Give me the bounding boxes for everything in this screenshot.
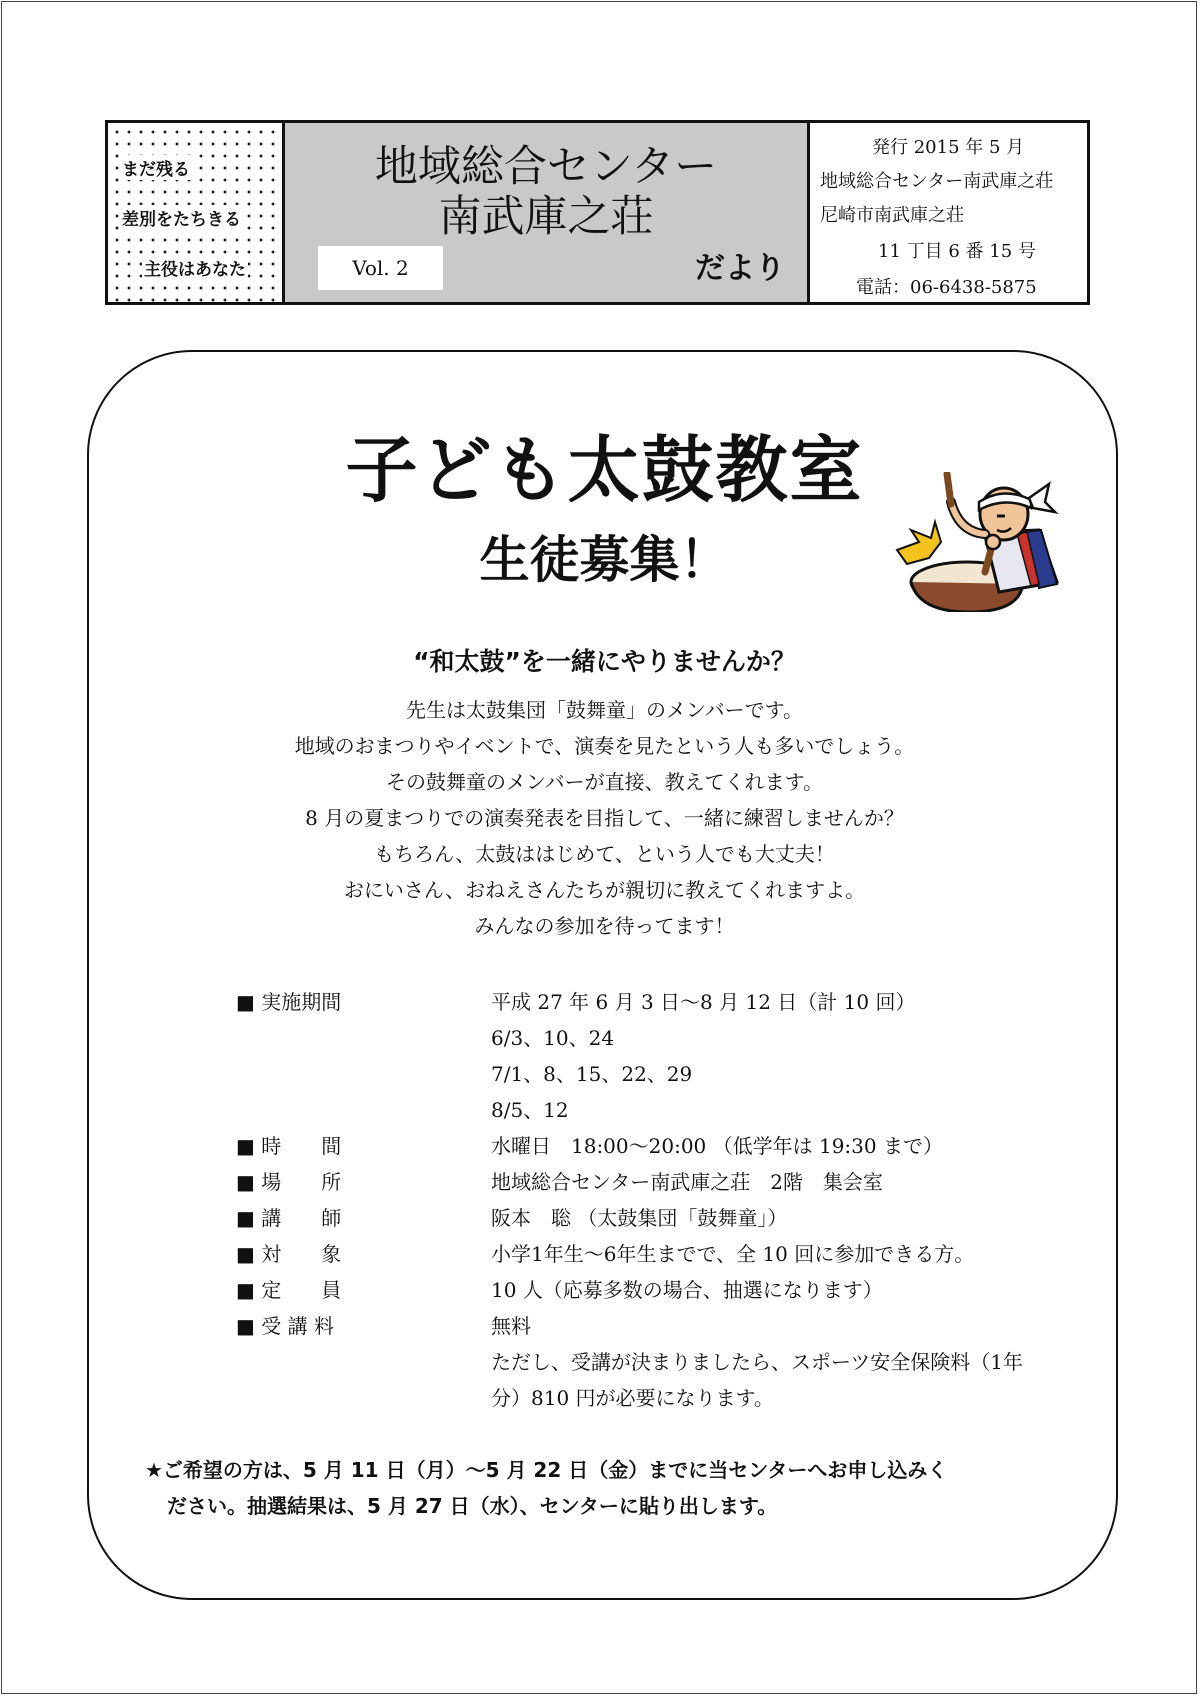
publisher-address-2: 11 丁目 6 番 15 号 (878, 241, 1036, 262)
detail-row (89, 1308, 1120, 1344)
masthead-dayori: だより (695, 251, 785, 286)
detail-value: 10 人（応募多数の場合、抽選になります） (491, 1278, 883, 1302)
taiko-drummer-illustration (889, 472, 1069, 612)
detail-label: ■ 場 所 (236, 1170, 342, 1194)
description-line: おにいさん、おねえさんたちが親切に教えてくれますよ。 (343, 878, 866, 902)
flyer-panel (87, 350, 1118, 1600)
description (89, 692, 1120, 944)
detail-label: ■ 定 員 (236, 1278, 342, 1302)
detail-value: 無料 (491, 1314, 531, 1338)
detail-value: 7/1、8、15、22、29 (491, 1062, 693, 1086)
detail-row (89, 1380, 1120, 1416)
detail-label: ■ 受 講 料 (236, 1314, 334, 1338)
description-line: 先生は太鼓集団「鼓舞童」のメンバーです。 (406, 698, 803, 722)
masthead (285, 120, 810, 305)
application-notice (145, 1452, 1085, 1524)
flyer-subtitle: 生徒募集！ (479, 531, 730, 589)
detail-value: 小学1年生～6年生までで、全 10 回に参加できる方。 (491, 1242, 975, 1266)
detail-label: ■ 対 象 (236, 1242, 342, 1266)
slogan-box (105, 120, 285, 305)
newsletter-header (105, 120, 1090, 305)
detail-row (89, 1164, 1120, 1200)
description-line: みんなの参加を待ってます！ (474, 914, 735, 938)
detail-value: 水曜日 18:00～20:00 （低学年は 19:30 まで） (491, 1134, 943, 1158)
detail-row (89, 1200, 1120, 1236)
detail-label: ■ 実施期間 (236, 990, 342, 1014)
detail-value: 阪本 聡 （太鼓集団「鼓舞童」） (491, 1206, 788, 1230)
headband-knot (1029, 484, 1055, 512)
detail-row (89, 1020, 1120, 1056)
detail-value: ただし、受講が決まりましたら、スポーツ安全保険料（1年 (491, 1350, 1023, 1374)
spark-shape (897, 522, 941, 564)
publisher-address-1: 尼崎市南武庫之荘 (820, 205, 964, 226)
detail-row (89, 1272, 1120, 1308)
detail-value: 6/3、10、24 (491, 1026, 615, 1050)
slogan-2: 差別をたちきる (120, 205, 243, 230)
detail-row (89, 1128, 1120, 1164)
detail-value: 平成 27 年 6 月 3 日～8 月 12 日（計 10 回） (491, 990, 916, 1014)
publication-info (810, 120, 1090, 305)
notice-line: ★ご希望の方は、5 月 11 日（月）～5 月 22 日（金）までに当センターへお申し込みく (145, 1458, 948, 1482)
drum-stick-1 (947, 474, 951, 504)
description-line: 地域のおまつりやイベントで、演奏を見たという人も多いでしょう。 (294, 734, 915, 758)
detail-row (89, 1092, 1120, 1128)
drummer-fist (986, 535, 1000, 549)
detail-row (89, 1344, 1120, 1380)
masthead-title-line-2: 南武庫之荘 (438, 192, 654, 242)
lead-question: “和太鼓”を一緒にやりませんか？ (413, 647, 796, 676)
flyer-title: 子ども太鼓教室 (345, 428, 864, 512)
detail-row (89, 1236, 1120, 1272)
slogan-1: まだ残る (120, 155, 192, 180)
publication-date: 発行 2015 年 5 月 (872, 137, 1025, 158)
detail-row (89, 1056, 1120, 1092)
volume-label: Vol. 2 (318, 246, 443, 290)
description-line: もちろん、太鼓ははじめて、という人でも大丈夫！ (374, 842, 835, 866)
detail-label: ■ 時 間 (236, 1134, 342, 1158)
detail-value: 分）810 円が必要になります。 (491, 1386, 774, 1410)
detail-label: ■ 講 師 (236, 1206, 342, 1230)
publisher-name: 地域総合センター南武庫之荘 (820, 171, 1054, 192)
detail-row (89, 984, 1120, 1020)
detail-value: 地域総合センター南武庫之荘 2階 集会室 (491, 1170, 883, 1194)
description-line: 8 月の夏まつりでの演奏発表を目指して、一緒に練習しませんか？ (305, 806, 904, 830)
description-line: その鼓舞童のメンバーが直接、教えてくれます。 (386, 770, 823, 794)
masthead-title-line-1: 地域総合センター (374, 142, 718, 192)
details-list (89, 984, 1120, 1416)
notice-line: ださい。抽選結果は、5 月 27 日（水）、センターに貼り出します。 (167, 1494, 778, 1518)
slogan-3: 主役はあなた (142, 255, 248, 280)
publisher-phone: 電話：06-6438-5875 (856, 277, 1037, 298)
detail-value: 8/5、12 (491, 1098, 569, 1122)
